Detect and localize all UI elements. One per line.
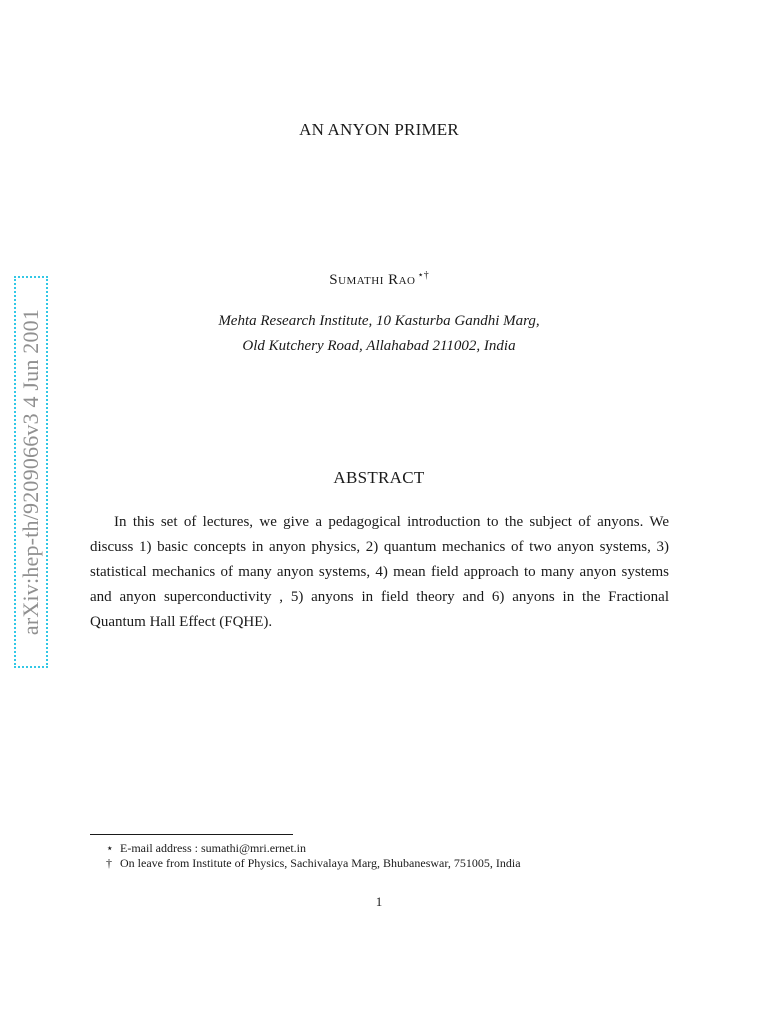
footnote-dagger-mark: † [106, 856, 112, 870]
paper-title: AN ANYON PRIMER [299, 120, 459, 139]
author-footnote-marks: ⋆† [417, 270, 429, 281]
footnote-star-mark: ⋆ [106, 841, 114, 855]
footnote-leave-text: On leave from Institute of Physics, Sachivalaya Marg, Bhubaneswar, 751005, India [120, 856, 521, 870]
author-line [0, 270, 758, 289]
abstract-text: In this set of lectures, we give a pedagogical introduction to the subject of anyons. We discuss 1) basic concepts in anyon physics, 2) quantum mechanics of two anyon systems, 3) statistical mechanics of many anyon systems, 4) mean field approach to many anyon systems and anyon superconductivity , 5) anyons in field theory and 6) anyons in the Fractional Quantum Hall Effect (FQHE). [90, 514, 669, 630]
page-number: 1 [375, 894, 383, 909]
affiliation-line-1: Mehta Research Institute, 10 Kasturba Gandhi Marg, [218, 313, 540, 329]
footnote-divider [90, 834, 293, 835]
arxiv-identifier: arXiv:hep-th/9209066v3 4 Jun 2001 [18, 308, 43, 636]
footnote-email [106, 841, 306, 856]
affiliation-line-2: Old Kutchery Road, Allahabad 211002, India [242, 338, 516, 354]
abstract-heading: ABSTRACT [333, 468, 425, 487]
footnote-leave [106, 856, 521, 871]
author-name: Sumathi Rao [329, 272, 416, 288]
footnote-email-text: E-mail address : sumathi@mri.ernet.in [120, 841, 307, 855]
